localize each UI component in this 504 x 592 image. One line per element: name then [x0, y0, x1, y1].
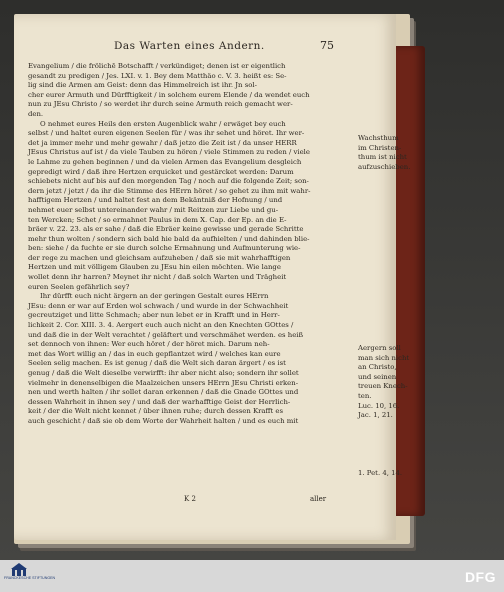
text-line: der rege zu machen und gleichsam aufzuheben / daß sie mit wahrhafftigen — [28, 253, 291, 262]
page-number: 75 — [320, 39, 334, 52]
margin-note — [358, 134, 410, 172]
text-line: Seelen selig machen. Es ist genug / daß die Welt sich daran ärgert / es ist — [28, 359, 286, 368]
text-line: det ja immer mehr und mehr gewahr / daß jetzo die Zeit ist / da unser HERR — [28, 138, 297, 147]
text-line: nun zu JEsu Christo / so werdet ihr durch seine Armuth reich gemacht wer- — [28, 100, 293, 109]
margin-note — [358, 344, 410, 421]
signature-mark: K 2 — [184, 495, 196, 503]
viewer-footer-bar — [0, 560, 504, 592]
library-emblem-icon — [11, 562, 27, 576]
text-line: schiebets nicht auf bis auf den morgenden Tag / noch auf die folgende Zeit; son- — [28, 177, 309, 186]
text-line: dessen Wahrheit in ihnen sey / und daß der warhafftige Geist der Herrlich- — [28, 397, 291, 406]
text-line: nen und werth halten / ihr sollet daran erkennen / daß die Gnade GOttes und — [28, 388, 299, 397]
text-line: euren Seelen gefährlich sey? — [28, 282, 130, 291]
text-line: met das Wort willig an / das in euch gepflantzet wird / welches kan eure — [28, 349, 281, 358]
text-line: Hertzen und mit völligem Glauben zu JEsu hin eilen möchten. Wie lange — [28, 263, 281, 272]
text-line: auch geschicht / daß sie ob dem Worte der Wahrheit halten / und es euch mit — [28, 416, 299, 425]
book-cover — [395, 46, 425, 516]
text-line: gecreutziget und litte Schmach; aber nun lebet er in Krafft und in Herr- — [28, 311, 280, 320]
text-line: Evangelium / die frölichē Botschafft / verkündiget; denen ist er eigentlich — [28, 62, 286, 70]
text-line: gepredigt wird / daß ihre Hertzen erquicket und gestärcket werden: Darum — [28, 167, 294, 176]
text-line: und daß die in der Welt verachtet / geläftert und verschmähet werden. es heiß — [28, 330, 304, 339]
text-line: mehr thun wolten / sondern sich bald hie bald da aufhielten / und dahinden blie- — [28, 234, 310, 243]
dfg-logo: DFG — [464, 569, 496, 585]
text-line: JEsus Christus auf ist / da viele Tauben zu hören / viele Stimmen zu reden / viele — [28, 148, 310, 157]
catchword: aller — [310, 495, 327, 503]
text-line: wollet denn ihr harren? Meynet ihr nicht / daß solch Warten und Trägheit — [28, 273, 287, 282]
text-line: set dennoch von ihnen: Wer euch höret / der höret mich. Darum neh- — [28, 340, 270, 349]
text-line: selbst / und haltet euren eigenen Seelen für / was ihr sehet und höret. Ihr wer- — [28, 129, 305, 138]
text-line: keit / der die Welt nicht kennet / über ihnen ruhe; durch dessen Krafft es — [28, 407, 283, 416]
margin-note-line: Luc. 10, 16. — [358, 401, 400, 410]
margin-note-line: 1. Pet. 4, 14. — [358, 469, 403, 477]
book-page — [14, 14, 411, 540]
main-text — [28, 62, 411, 477]
text-line: vielmehr in denenselbigen die Maalzeichen unsers HErrn JEsu Christi erken- — [28, 378, 299, 387]
running-title: Das Warten eines Andern. — [114, 40, 265, 52]
text-line: gesandt zu predigen / Jes. LXI. v. 1. Bey dem Matthäo c. V. 3. heißt es: Se- — [28, 71, 287, 80]
text-line: lig sind die Armen am Geist: denn das Himmelreich ist ihr. Jn sol- — [28, 81, 257, 90]
text-line: ben: siehe / da fuchte er sie durch solche Ermahnung und Aufmunterung wie- — [28, 244, 301, 253]
margin-note-line: man sich nicht — [358, 353, 410, 362]
margin-note-line: thum ist nicht — [358, 153, 407, 162]
text-line: lichkeit 2. Cor. XIII. 3. 4. Aergert euch auch nicht an den Knechten GOttes / — [28, 321, 294, 330]
margin-note-line: Wachsthum — [358, 134, 399, 142]
text-line: den. — [28, 109, 44, 118]
margin-note-line: ten. — [358, 391, 372, 400]
text-line: hafftigem Hertzen / und haltet fest an dem Bekäntniß der Hofnung / und — [28, 196, 283, 205]
library-logo — [4, 562, 56, 590]
margin-note-line: an Christo, — [358, 363, 397, 372]
margin-note-line: aufzuschieben. — [358, 162, 411, 171]
text-line: genug / daß die Welt dieselbe verwirfft: ihr aber nicht also; sondern ihr sollet — [28, 369, 299, 377]
text-line: le Lahme zu gehen beginnen / und da vielen Armen das Evangelium desgleich — [28, 157, 302, 166]
margin-note-line: Aergern soll — [358, 344, 401, 352]
library-label: FRANCKESCHE STIFTUNGEN — [4, 576, 56, 580]
text-line: cher eurer Armuth und Dürfftigkeit / in solchem eurem Elende / da wendet euch — [28, 90, 310, 99]
margin-note — [358, 469, 410, 479]
text-line: JEsu: denn er war auf Erden wol schwach / und wurde in der Schwachheit — [28, 301, 289, 310]
text-line: O nehmet eures Heils den ersten Augenblick wahr / erwäget bey euch — [40, 119, 286, 128]
text-line: dern jetzt / jetzt / da ihr die Stimme des HErrn höret / so gehet zu ihm mit wahr- — [28, 186, 311, 195]
margin-note-line: im Christen- — [358, 143, 402, 152]
text-line: nehmet euer selbst untereinander wahr / mit Reitzen zur Liebe und gu- — [28, 205, 279, 214]
margin-note-line: Jac. 1, 21. — [358, 411, 393, 420]
margin-note-line: treuen Knech- — [358, 382, 408, 391]
text-line: ten Wercken; Schet / so ermahnet Paulus in dem X. Cap. der Ep. an die E- — [28, 215, 287, 224]
text-line: bräer v. 22. 23. als er sahe / daß die Ebräer keine gewisse und gerade Schritte — [28, 225, 304, 234]
running-header — [14, 40, 396, 58]
margin-note-line: und seinen — [358, 372, 397, 381]
text-line: Ihr dürfft euch nicht ärgern an der geringen Gestalt eures HErrn — [40, 292, 269, 301]
